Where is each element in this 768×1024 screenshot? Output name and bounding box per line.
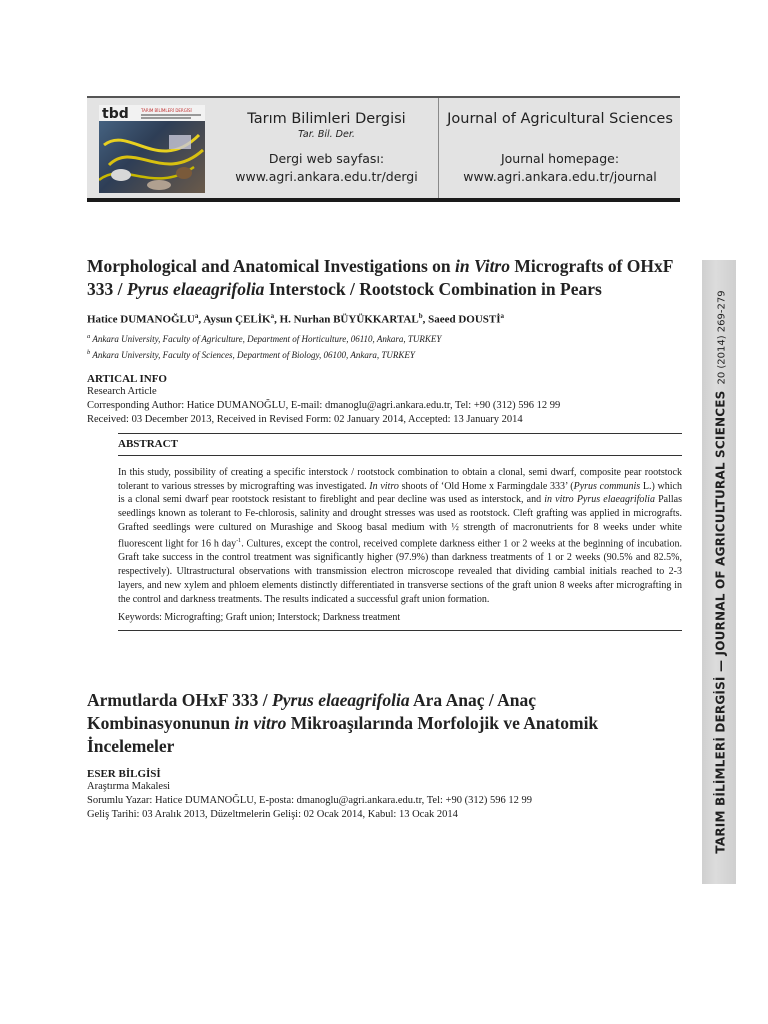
article-title: Morphological and Anatomical Investigations on in Vitro Micrografts of OHxF 333 / Pyrus elaeagrifolia Interstock / Rootstock Combination in Pears: [87, 256, 673, 299]
keywords: Keywords: Micrografting; Graft union; Interstock; Darkness treatment: [118, 612, 682, 631]
journal-title-en: Journal of Agricultural Sciences: [447, 111, 673, 127]
affiliation-a: $^a$ Ankara University, Faculty of Agriculture, Department of Horticulture, 06110, Ankara, TURKEY: [87, 332, 442, 344]
journal-abbrev: Tar. Bil. Der.: [298, 129, 355, 140]
abstract-block: [118, 433, 682, 631]
web-label-en: Journal homepage:: [500, 151, 620, 166]
journal-title-tr: Tarım Bilimleri Dergisi: [247, 111, 406, 127]
header-turkish-column: [217, 98, 436, 198]
author-list: Hatice DUMANOĞLU$^a$, Aysun ÇELİK$^a$, H. Nurhan BÜYÜKKARTAL$^b$, Saeed DOUSTİ$^a$: [87, 312, 505, 326]
side-band-text: [710, 290, 729, 853]
article-content: [87, 255, 682, 822]
corresponding-author: Corresponding Author: Hatice DUMANOĞLU, E-mail: dmanoglu@agri.ankara.edu.tr, Tel: +90 (312) 596 12 99: [87, 399, 561, 411]
web-url-tr[interactable]: www.agri.ankara.edu.tr/dergi: [235, 169, 418, 184]
turkish-info-heading: ESER BİLGİSİ: [87, 768, 161, 781]
abstract-text: In this study, possibility of creating a specific interstock / rootstock combination to obtain a clonal, semi dwarf, composite pear rootstock tolerant to various stresses by micrografting was investigated. In vitro shoots of ‘Old Home x Farmingdale 333’ (Pyrus communis L.) which is a clonal semi dwarf pear rootstock resistant to fireblight and pear decline was used as interstock, and in vitro Pyrus elaeagrifolia Pallas seedlings known as tolerant to Fe-chlorosis, salinity and drought stresses was used as rootstock. Cleft grafting was applied in micrografts. Grafted seedlings were cultured on Murashige and Skoog basal medium with ½ strength of macronutrients for 8 weeks under white fluorescent light for 16 h day$^{-1}$. Cultures, except the control, received complete darkness either 1 or 2 weeks at the beginning of incubation. Graft take success in the control treatment was significantly higher (97.9%) than darkness treatments of 1 or 2 weeks (90.5% and 82.5%, respectively). Ultrastructural observations with transmission electron microscope revealed that dividing cambial initials reached to 2-3 layers, and new xylem and phloem elements distinctly differentiated in transverse sections of the graft union 8 weeks after micrografting in the control and darkness treatments. The results indicated a successful graft union formation.: [118, 455, 682, 607]
web-label-tr: Dergi web sayfası:: [268, 151, 385, 166]
side-band-volume: 20 (2014) 269-279: [716, 290, 728, 385]
journal-logo: [99, 105, 205, 193]
author-name: H. Nurhan BÜYÜKKARTAL: [279, 313, 419, 326]
web-url-en[interactable]: www.agri.ankara.edu.tr/journal: [463, 169, 657, 184]
affiliation-b: $^b$ Ankara University, Faculty of Sciences, Department of Biology, 06100, Ankara, TURKEY: [87, 348, 415, 360]
turkish-article-dates: Geliş Tarihi: 03 Aralık 2013, Düzeltmelerin Gelişi: 02 Ocak 2014, Kabul: 13 Ocak 2014: [87, 809, 458, 821]
author-name: Aysun ÇELİK: [203, 313, 271, 326]
journal-side-band: [702, 260, 736, 884]
author-name: Saeed DOUSTİ: [428, 313, 501, 326]
article-type: Research Article: [87, 385, 157, 397]
logo-text: tbd: [102, 106, 129, 122]
author-name: Hatice DUMANOĞLU: [87, 313, 195, 326]
affiliations: [87, 330, 682, 362]
side-band-journal: TARIM BİLİMLERİ DERGİSİ — JOURNAL OF AGRICULTURAL SCIENCES: [713, 390, 728, 854]
turkish-title: Armutlarda OHxF 333 / Pyrus elaeagrifolia Ara Anaç / Anaç Kombinasyonunun in vitro Mikroaşılarında Morfolojik ve Anatomik İncelemeler: [87, 690, 599, 757]
header-english-column: [438, 98, 681, 198]
article-dates: Received: 03 December 2013, Received in Revised Form: 02 January 2014, Accepted: 13 January 2014: [87, 413, 523, 425]
abstract-heading: ABSTRACT: [118, 437, 178, 450]
journal-header: [87, 96, 680, 202]
turkish-corresponding-author: Sorumlu Yazar: Hatice DUMANOĞLU, E-posta: dmanoglu@agri.ankara.edu.tr, Tel: +90 (312) 596 12 99: [87, 795, 532, 807]
turkish-article-type: Araştırma Makalesi: [87, 781, 171, 793]
article-info-heading: ARTICAL INFO: [87, 372, 167, 385]
logo-subtext: TARIM BİLİMLERİ DERGİSİ: [141, 108, 192, 113]
